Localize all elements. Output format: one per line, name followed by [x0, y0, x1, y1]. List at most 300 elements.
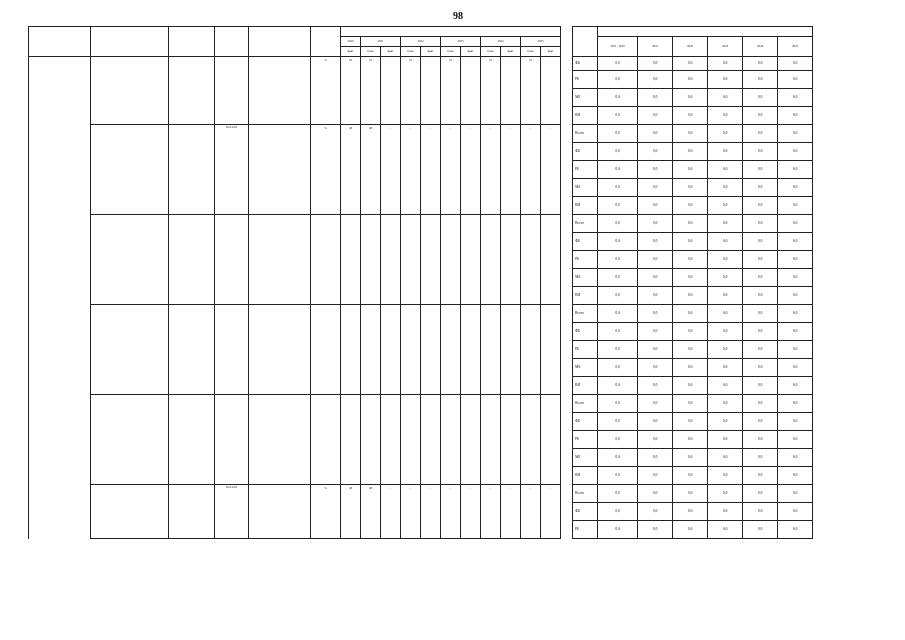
indicator-value-cell: - [421, 125, 441, 215]
header-activity [91, 27, 169, 57]
funding-value-cell: 0,0 [743, 197, 778, 215]
funding-value-cell: 0,0 [673, 125, 708, 143]
indicator-value-cell: 48 [341, 125, 361, 215]
funding-value-cell: 0,0 [598, 251, 638, 269]
funding-value-cell: 0,0 [743, 413, 778, 431]
funding-value-cell: 0,0 [778, 161, 813, 179]
indicator-value-cell [461, 305, 481, 395]
funding-value-cell: 0,0 [673, 269, 708, 287]
funding-value-cell: 0,0 [673, 161, 708, 179]
funding-source-cell: ВИ [573, 197, 598, 215]
indicator-value-cell: 16 [361, 57, 381, 125]
funding-value-cell: 0,0 [598, 125, 638, 143]
funding-value-cell: 0,0 [598, 449, 638, 467]
task-cell [29, 395, 91, 485]
funding-value-cell: 0,0 [598, 395, 638, 413]
indicator-value-cell: 16 [401, 57, 421, 125]
program-activities-table [28, 26, 813, 539]
funding-value-cell: 0,0 [673, 215, 708, 233]
funding-value-cell: 0,0 [708, 215, 743, 233]
funding-value-cell: 0,0 [743, 521, 778, 539]
funding-source-cell: ВИ [573, 467, 598, 485]
funding-value-cell: 0,0 [743, 125, 778, 143]
year-header: 2022 [401, 37, 441, 47]
unit-cell [311, 215, 341, 305]
indicator-value-cell [421, 57, 441, 125]
funding-value-cell: 0,0 [778, 521, 813, 539]
funding-value-cell: 0,0 [743, 57, 778, 71]
indicator-value-cell: - [481, 485, 501, 539]
funding-value-cell: 0,0 [778, 413, 813, 431]
funding-source-cell: Всего [573, 215, 598, 233]
funding-source-cell: ФБ [573, 233, 598, 251]
indicator-value-cell [401, 215, 421, 305]
funding-source-cell: ФБ [573, 503, 598, 521]
funding-source-cell: Всего [573, 395, 598, 413]
funding-value-cell: 0,0 [638, 521, 673, 539]
gap-cell [561, 125, 573, 215]
funding-value-cell: 0,0 [638, 143, 673, 161]
funding-value-cell: 0,0 [708, 377, 743, 395]
funding-value-cell: 0,0 [673, 305, 708, 323]
indicator-value-cell [381, 215, 401, 305]
funding-value-cell: 0,0 [673, 251, 708, 269]
funding-source-cell: МБ [573, 359, 598, 377]
activity-cell [91, 125, 169, 215]
indicator-value-cell: - [521, 125, 541, 215]
funding-value-cell: 0,0 [743, 251, 778, 269]
funding-value-cell: 0,0 [598, 233, 638, 251]
funding-source-cell: ВИ [573, 287, 598, 305]
funding-value-cell: 0,0 [708, 449, 743, 467]
indicator-value-cell [341, 215, 361, 305]
finance-year-header: 2022 [673, 37, 708, 57]
gap-cell [561, 485, 573, 539]
unit-cell [311, 395, 341, 485]
funding-value-cell: 0,0 [778, 89, 813, 107]
funding-value-cell: 0,0 [743, 107, 778, 125]
funding-value-cell: 0,0 [743, 71, 778, 89]
year-header: 2021 [361, 37, 401, 47]
indicator-value-cell: - [541, 125, 561, 215]
indicator-value-cell: 16 [481, 57, 501, 125]
funding-value-cell: 0,0 [708, 107, 743, 125]
funding-value-cell: 0,0 [598, 431, 638, 449]
table-row [29, 305, 813, 323]
plan-fact-header: факт [541, 47, 561, 57]
year-header: 2024 [481, 37, 521, 47]
indicator-value-cell [361, 305, 381, 395]
funding-value-cell: 0,0 [778, 143, 813, 161]
plan-fact-header: план [441, 47, 461, 57]
funding-value-cell: 0,0 [598, 323, 638, 341]
funding-source-cell: ФБ [573, 57, 598, 71]
funding-value-cell: 0,0 [778, 323, 813, 341]
plan-fact-header: факт [501, 47, 521, 57]
funding-value-cell: 0,0 [778, 485, 813, 503]
indicator-value-cell [501, 57, 521, 125]
funding-value-cell: 0,0 [743, 449, 778, 467]
funding-source-cell: МБ [573, 89, 598, 107]
indicator-value-cell [381, 395, 401, 485]
funding-source-cell: ФБ [573, 413, 598, 431]
task-cell [29, 215, 91, 305]
period-cell [215, 57, 249, 125]
indicator-value-cell [441, 395, 461, 485]
funding-value-cell: 0,0 [708, 359, 743, 377]
funding-value-cell: 0,0 [743, 485, 778, 503]
indicator-value-cell [461, 57, 481, 125]
plan-fact-header: план [401, 47, 421, 57]
funding-value-cell: 0,0 [708, 251, 743, 269]
indicator-value-cell [481, 305, 501, 395]
header-period [215, 27, 249, 57]
funding-value-cell: 0,0 [778, 269, 813, 287]
plan-fact-header: факт [461, 47, 481, 57]
funding-value-cell: 0,0 [598, 71, 638, 89]
funding-value-cell: 0,0 [598, 179, 638, 197]
funding-value-cell: 0,0 [708, 503, 743, 521]
funding-value-cell: 0,0 [638, 377, 673, 395]
funding-source-cell: ВИ [573, 377, 598, 395]
funding-source-cell: РБ [573, 431, 598, 449]
plan-fact-header: факт [381, 47, 401, 57]
funding-value-cell: 0,0 [743, 89, 778, 107]
funding-value-cell: 0,0 [778, 197, 813, 215]
funding-value-cell: 0,0 [708, 323, 743, 341]
funding-source-cell: РБ [573, 521, 598, 539]
indicator-value-cell [541, 215, 561, 305]
unit-cell: % [311, 57, 341, 125]
funding-value-cell: 0,0 [708, 161, 743, 179]
funding-value-cell: 0,0 [598, 89, 638, 107]
indicator-value-cell: 48 [361, 485, 381, 539]
funding-value-cell: 0,0 [673, 431, 708, 449]
activity-cell [91, 57, 169, 125]
funding-value-cell: 0,0 [778, 233, 813, 251]
funding-value-cell: 0,0 [708, 467, 743, 485]
unit-cell [311, 305, 341, 395]
funding-value-cell: 0,0 [598, 485, 638, 503]
funding-value-cell: 0,0 [598, 377, 638, 395]
year-header: 2020 [341, 37, 361, 47]
funding-source-cell: МБ [573, 269, 598, 287]
year-header: 2025 [521, 37, 561, 47]
funding-value-cell: 0,0 [778, 305, 813, 323]
funding-value-cell: 0,0 [778, 107, 813, 125]
funding-value-cell: 0,0 [673, 503, 708, 521]
funding-source-cell: РБ [573, 251, 598, 269]
gap-cell [561, 57, 573, 125]
funding-value-cell: 0,0 [638, 107, 673, 125]
funding-value-cell: 0,0 [598, 57, 638, 71]
indicator-cell [249, 395, 311, 485]
activity-cell [91, 305, 169, 395]
funding-value-cell: 0,0 [638, 485, 673, 503]
funding-value-cell: 0,0 [598, 287, 638, 305]
funding-value-cell: 0,0 [673, 287, 708, 305]
indicator-value-cell: 16 [341, 57, 361, 125]
plan-fact-header: план [481, 47, 501, 57]
funding-value-cell: 0,0 [708, 413, 743, 431]
funding-value-cell: 0,0 [638, 341, 673, 359]
indicator-cell [249, 215, 311, 305]
funding-value-cell: 0,0 [743, 323, 778, 341]
funding-value-cell: 0,0 [708, 305, 743, 323]
funding-value-cell: 0,0 [743, 359, 778, 377]
period-cell [215, 395, 249, 485]
indicator-value-cell: 48 [341, 485, 361, 539]
funding-value-cell: 0,0 [743, 341, 778, 359]
funding-value-cell: 0,0 [708, 71, 743, 89]
indicator-value-cell [381, 57, 401, 125]
table-row [29, 215, 813, 233]
executor-cell [169, 125, 215, 215]
funding-value-cell: 0,0 [598, 503, 638, 521]
executor-cell [169, 395, 215, 485]
funding-value-cell: 0,0 [778, 71, 813, 89]
funding-value-cell: 0,0 [673, 89, 708, 107]
finance-year-header: 2023 [708, 37, 743, 57]
indicator-value-cell [521, 395, 541, 485]
indicator-value-cell [341, 305, 361, 395]
funding-value-cell: 0,0 [673, 179, 708, 197]
funding-value-cell: 0,0 [598, 161, 638, 179]
indicator-value-cell [541, 57, 561, 125]
funding-value-cell: 0,0 [673, 395, 708, 413]
funding-value-cell: 0,0 [673, 57, 708, 71]
indicator-value-cell [461, 395, 481, 485]
funding-value-cell: 0,0 [708, 431, 743, 449]
funding-value-cell: 0,0 [638, 71, 673, 89]
finance-year-header: 2024 [743, 37, 778, 57]
funding-value-cell: 0,0 [778, 125, 813, 143]
indicator-value-cell [361, 215, 381, 305]
funding-value-cell: 0,0 [598, 521, 638, 539]
unit-cell: % [311, 485, 341, 539]
funding-value-cell: 0,0 [743, 269, 778, 287]
plan-fact-header: факт [341, 47, 361, 57]
indicator-value-cell [501, 305, 521, 395]
indicator-value-cell [401, 395, 421, 485]
funding-value-cell: 0,0 [743, 143, 778, 161]
executor-cell [169, 215, 215, 305]
indicator-value-cell: - [501, 125, 521, 215]
funding-value-cell: 0,0 [778, 449, 813, 467]
funding-value-cell: 0,0 [708, 287, 743, 305]
indicator-value-cell [421, 305, 441, 395]
indicator-value-cell [421, 215, 441, 305]
funding-value-cell: 0,0 [778, 467, 813, 485]
funding-value-cell: 0,0 [598, 107, 638, 125]
task-cell [29, 57, 91, 125]
funding-value-cell: 0,0 [673, 413, 708, 431]
indicator-value-cell: 48 [361, 125, 381, 215]
funding-value-cell: 0,0 [598, 215, 638, 233]
funding-value-cell: 0,0 [778, 431, 813, 449]
funding-value-cell: 0,0 [708, 89, 743, 107]
funding-value-cell: 0,0 [743, 467, 778, 485]
funding-value-cell: 0,0 [673, 467, 708, 485]
funding-value-cell: 0,0 [673, 71, 708, 89]
indicator-value-cell [341, 395, 361, 485]
finance-year-header: 2021 [638, 37, 673, 57]
period-cell: 2021-2025 [215, 485, 249, 539]
funding-value-cell: 0,0 [673, 107, 708, 125]
activity-cell [91, 395, 169, 485]
funding-value-cell: 0,0 [743, 287, 778, 305]
period-cell [215, 215, 249, 305]
indicator-cell [249, 305, 311, 395]
funding-value-cell: 0,0 [673, 449, 708, 467]
table-row [29, 125, 813, 143]
plan-fact-header: факт [421, 47, 441, 57]
funding-value-cell: 0,0 [778, 359, 813, 377]
indicator-cell [249, 125, 311, 215]
funding-value-cell: 0,0 [673, 323, 708, 341]
header-indicator-name [249, 27, 311, 57]
indicator-value-cell: 16 [521, 57, 541, 125]
funding-value-cell: 0,0 [778, 251, 813, 269]
header-ist [573, 27, 598, 57]
indicator-value-cell: - [461, 485, 481, 539]
funding-value-cell: 0,0 [673, 521, 708, 539]
funding-value-cell: 0,0 [778, 287, 813, 305]
activity-cell [91, 485, 169, 539]
funding-value-cell: 0,0 [778, 395, 813, 413]
funding-value-cell: 0,0 [743, 305, 778, 323]
funding-value-cell: 0,0 [598, 467, 638, 485]
funding-value-cell: 0,0 [778, 215, 813, 233]
task-cell [29, 305, 91, 395]
funding-value-cell: 0,0 [708, 125, 743, 143]
funding-value-cell: 0,0 [778, 503, 813, 521]
funding-source-cell: Всего [573, 305, 598, 323]
period-cell [215, 305, 249, 395]
finance-year-header: 2025 [778, 37, 813, 57]
indicator-value-cell [461, 215, 481, 305]
finance-total-header: 2021 - 2025 [598, 37, 638, 57]
header-gap [561, 27, 573, 57]
indicator-cell [249, 57, 311, 125]
funding-source-cell: ФБ [573, 323, 598, 341]
indicator-cell [249, 485, 311, 539]
funding-value-cell: 0,0 [638, 287, 673, 305]
executor-cell [169, 485, 215, 539]
table-row [29, 485, 813, 503]
funding-value-cell: 0,0 [638, 323, 673, 341]
funding-value-cell: 0,0 [708, 179, 743, 197]
indicator-value-cell [441, 305, 461, 395]
funding-value-cell: 0,0 [638, 215, 673, 233]
funding-value-cell: 0,0 [708, 233, 743, 251]
indicator-value-cell: - [421, 485, 441, 539]
indicator-value-cell [361, 395, 381, 485]
header-unit [311, 27, 341, 57]
indicator-value-cell [481, 215, 501, 305]
funding-value-cell: 0,0 [743, 395, 778, 413]
funding-value-cell: 0,0 [743, 233, 778, 251]
indicator-value-cell: - [401, 485, 421, 539]
executor-cell [169, 57, 215, 125]
funding-source-cell: Всего [573, 485, 598, 503]
funding-value-cell: 0,0 [673, 359, 708, 377]
funding-value-cell: 0,0 [638, 467, 673, 485]
funding-value-cell: 0,0 [708, 485, 743, 503]
indicator-value-cell: - [461, 125, 481, 215]
indicator-value-cell: - [401, 125, 421, 215]
funding-value-cell: 0,0 [638, 431, 673, 449]
indicator-value-cell: - [381, 125, 401, 215]
indicator-value-cell [381, 305, 401, 395]
funding-source-cell: ВИ [573, 107, 598, 125]
page-number: 98 [453, 11, 463, 22]
funding-source-cell: МБ [573, 179, 598, 197]
funding-value-cell: 0,0 [743, 179, 778, 197]
funding-source-cell: РБ [573, 341, 598, 359]
funding-value-cell: 0,0 [638, 269, 673, 287]
indicator-value-cell: - [541, 485, 561, 539]
funding-value-cell: 0,0 [708, 143, 743, 161]
header-task [29, 27, 91, 57]
funding-value-cell: 0,0 [638, 305, 673, 323]
executor-cell [169, 305, 215, 395]
unit-cell: % [311, 125, 341, 215]
indicator-value-cell [521, 215, 541, 305]
indicator-value-cell [541, 395, 561, 485]
funding-value-cell: 0,0 [638, 161, 673, 179]
funding-value-cell: 0,0 [598, 197, 638, 215]
plan-fact-header: план [521, 47, 541, 57]
header-executor [169, 27, 215, 57]
funding-value-cell: 0,0 [673, 143, 708, 161]
funding-value-cell: 0,0 [743, 503, 778, 521]
year-header: 2023 [441, 37, 481, 47]
funding-value-cell: 0,0 [598, 341, 638, 359]
funding-source-cell: ФБ [573, 143, 598, 161]
funding-source-cell: РБ [573, 71, 598, 89]
indicator-value-cell [521, 305, 541, 395]
gap-cell [561, 395, 573, 485]
funding-value-cell: 0,0 [638, 503, 673, 521]
funding-value-cell: 0,0 [673, 233, 708, 251]
funding-value-cell: 0,0 [673, 377, 708, 395]
funding-value-cell: 0,0 [598, 305, 638, 323]
funding-value-cell: 0,0 [673, 485, 708, 503]
funding-source-cell: Всего [573, 125, 598, 143]
task-cell [29, 125, 91, 215]
funding-value-cell: 0,0 [638, 449, 673, 467]
funding-value-cell: 0,0 [598, 143, 638, 161]
funding-value-cell: 0,0 [708, 57, 743, 71]
gap-cell [561, 305, 573, 395]
funding-value-cell: 0,0 [778, 179, 813, 197]
indicator-value-cell: - [441, 125, 461, 215]
funding-source-cell: РБ [573, 161, 598, 179]
funding-value-cell: 0,0 [778, 377, 813, 395]
funding-value-cell: 0,0 [778, 57, 813, 71]
indicator-value-cell [501, 395, 521, 485]
funding-value-cell: 0,0 [673, 197, 708, 215]
funding-value-cell: 0,0 [638, 179, 673, 197]
funding-value-cell: 0,0 [638, 125, 673, 143]
indicator-value-cell: - [481, 125, 501, 215]
funding-value-cell: 0,0 [598, 269, 638, 287]
funding-value-cell: 0,0 [638, 57, 673, 71]
indicator-value-cell: 16 [441, 57, 461, 125]
funding-value-cell: 0,0 [638, 359, 673, 377]
indicator-value-cell [501, 215, 521, 305]
